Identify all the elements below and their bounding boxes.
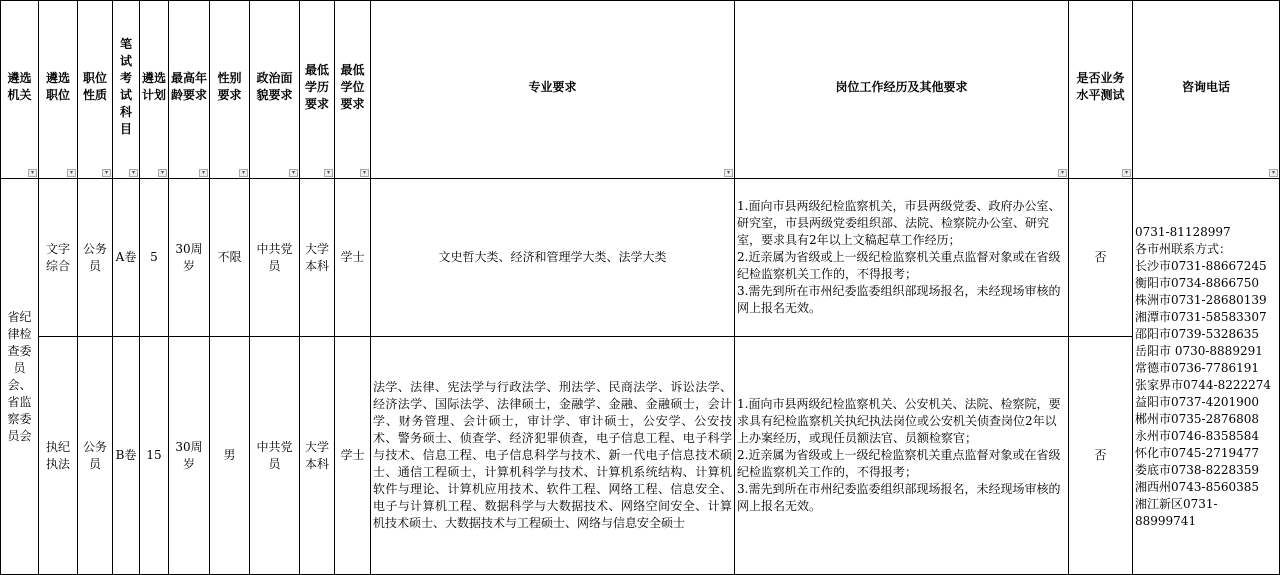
politics-cell: 中共党员 (250, 337, 300, 575)
agency-cell: 省纪律检查委员会、省监察委员会 (1, 179, 39, 575)
header-row (1, 1, 1280, 179)
exam-cell: B卷 (113, 337, 140, 575)
politics-cell: 中共党员 (250, 179, 300, 337)
exam-cell: A卷 (113, 179, 140, 337)
filter-dropdown-icon[interactable]: ▾ (1269, 169, 1278, 177)
filter-dropdown-icon[interactable]: ▾ (199, 169, 208, 177)
filter-dropdown-icon[interactable]: ▾ (324, 169, 333, 177)
header-plan[interactable]: 遴选计划 ▾ (140, 1, 169, 179)
degree-cell: 学士 (335, 337, 371, 575)
header-experience[interactable]: 岗位工作经历及其他要求 ▾ (735, 1, 1069, 179)
nature-cell: 公务员 (78, 337, 113, 575)
header-test[interactable]: 是否业务水平测试 ▾ (1069, 1, 1133, 179)
header-politics[interactable]: 政治面貌要求 ▾ (250, 1, 300, 179)
major-cell: 法学、法律、宪法学与行政法学、刑法学、民商法学、诉讼法学、经济法学、国际法学、法律硕士，金融学、金融、金融硕士，会计学、财务管理、会计硕士，审计学、审计硕士，公安学、公安技术、警务硕士、侦查学、经济犯罪侦查，电子信息工程、电子科学与技术、信息工程、电子信息科学与技术、新一代电子信息技术硕士、通信工程硕士，计算机科学与技术、计算机系统结构、计算机软件与理论、计算机应用技术、软件工程、网络工程、信息安全、电子与计算机工程、数据科学与大数据技术、网络空间安全、计算机技术硕士、大数据技术与工程硕士、网络与信息安全硕士 (371, 337, 735, 575)
header-degree[interactable]: 最低学位要求 ▾ (335, 1, 371, 179)
filter-dropdown-icon[interactable]: ▾ (67, 169, 76, 177)
age-cell: 30周岁 (169, 337, 210, 575)
filter-dropdown-icon[interactable]: ▾ (239, 169, 248, 177)
header-phone[interactable]: 咨询电话 ▾ (1133, 1, 1280, 179)
phone-cell: 0731-81128997 各市州联系方式： 长沙市0731-88667245 衡阳市0734-8866750 株洲市0731-28680139 湘潭市0731-58583307 邵阳市0739-5328635 岳阳市 0730-8889291 常德市0736-7786191 张家界市0744-8222274 益阳市0737-4201900 郴州市0735-2876808 永州市0746-8358584 怀化市0745-2719477 娄底市0738-8228359 湘西州0743-8560385 湘江新区0731-88999741 (1133, 179, 1280, 575)
table-row (1, 337, 1280, 575)
filter-dropdown-icon[interactable]: ▾ (1122, 169, 1131, 177)
header-nature[interactable]: 职位性质 ▾ (78, 1, 113, 179)
filter-dropdown-icon[interactable]: ▾ (158, 169, 167, 177)
degree-cell: 学士 (335, 179, 371, 337)
header-age[interactable]: 最高年龄要求 ▾ (169, 1, 210, 179)
experience-cell: 1.面向市县两级纪检监察机关，市县两级党委、政府办公室、研究室，市县两级党委组织部、法院、检察院办公室、研究室，要求具有2年以上文稿起草工作经历； 2.近亲属为省级或上一级纪检监察机关重点监督对象或在省级纪检监察机关工作的，不得报考； 3.需先到所在市州纪委监委组织部现场报名，未经现场审核的网上报名无效。 (735, 179, 1069, 337)
age-cell: 30周岁 (169, 179, 210, 337)
gender-cell: 男 (210, 337, 250, 575)
position-cell: 文字综合 (39, 179, 78, 337)
table-row (1, 179, 1280, 337)
test-cell: 否 (1069, 179, 1133, 337)
position-cell: 执纪执法 (39, 337, 78, 575)
filter-dropdown-icon[interactable]: ▾ (1058, 169, 1067, 177)
header-agency[interactable]: 遴选机关 ▾ (1, 1, 39, 179)
plan-cell: 5 (140, 179, 169, 337)
header-major[interactable]: 专业要求 ▾ (371, 1, 735, 179)
filter-dropdown-icon[interactable]: ▾ (289, 169, 298, 177)
filter-dropdown-icon[interactable]: ▾ (102, 169, 111, 177)
edu-cell: 大学本科 (300, 337, 335, 575)
header-position[interactable]: 遴选职位 ▾ (39, 1, 78, 179)
header-exam[interactable]: 笔试考试科目 ▾ (113, 1, 140, 179)
gender-cell: 不限 (210, 179, 250, 337)
test-cell: 否 (1069, 337, 1133, 575)
major-cell: 文史哲大类、经济和管理学大类、法学大类 (371, 179, 735, 337)
experience-cell: 1.面向市县两级纪检监察机关、公安机关、法院、检察院，要求具有纪检监察机关执纪执法岗位或公安机关侦查岗位2年以上办案经历，或现任员额法官、员额检察官； 2.近亲属为省级或上一级纪检监察机关重点监督对象或在省级纪检监察机关工作的，不得报考； 3.需先到所在市州纪委监委组织部现场报名，未经现场审核的网上报名无效。 (735, 337, 1069, 575)
plan-cell: 15 (140, 337, 169, 575)
filter-dropdown-icon[interactable]: ▾ (360, 169, 369, 177)
filter-dropdown-icon[interactable]: ▾ (724, 169, 733, 177)
nature-cell: 公务员 (78, 179, 113, 337)
filter-dropdown-icon[interactable]: ▾ (28, 169, 37, 177)
edu-cell: 大学本科 (300, 179, 335, 337)
header-gender[interactable]: 性别要求 ▾ (210, 1, 250, 179)
header-edu[interactable]: 最低学历要求 ▾ (300, 1, 335, 179)
filter-dropdown-icon[interactable]: ▾ (129, 169, 138, 177)
